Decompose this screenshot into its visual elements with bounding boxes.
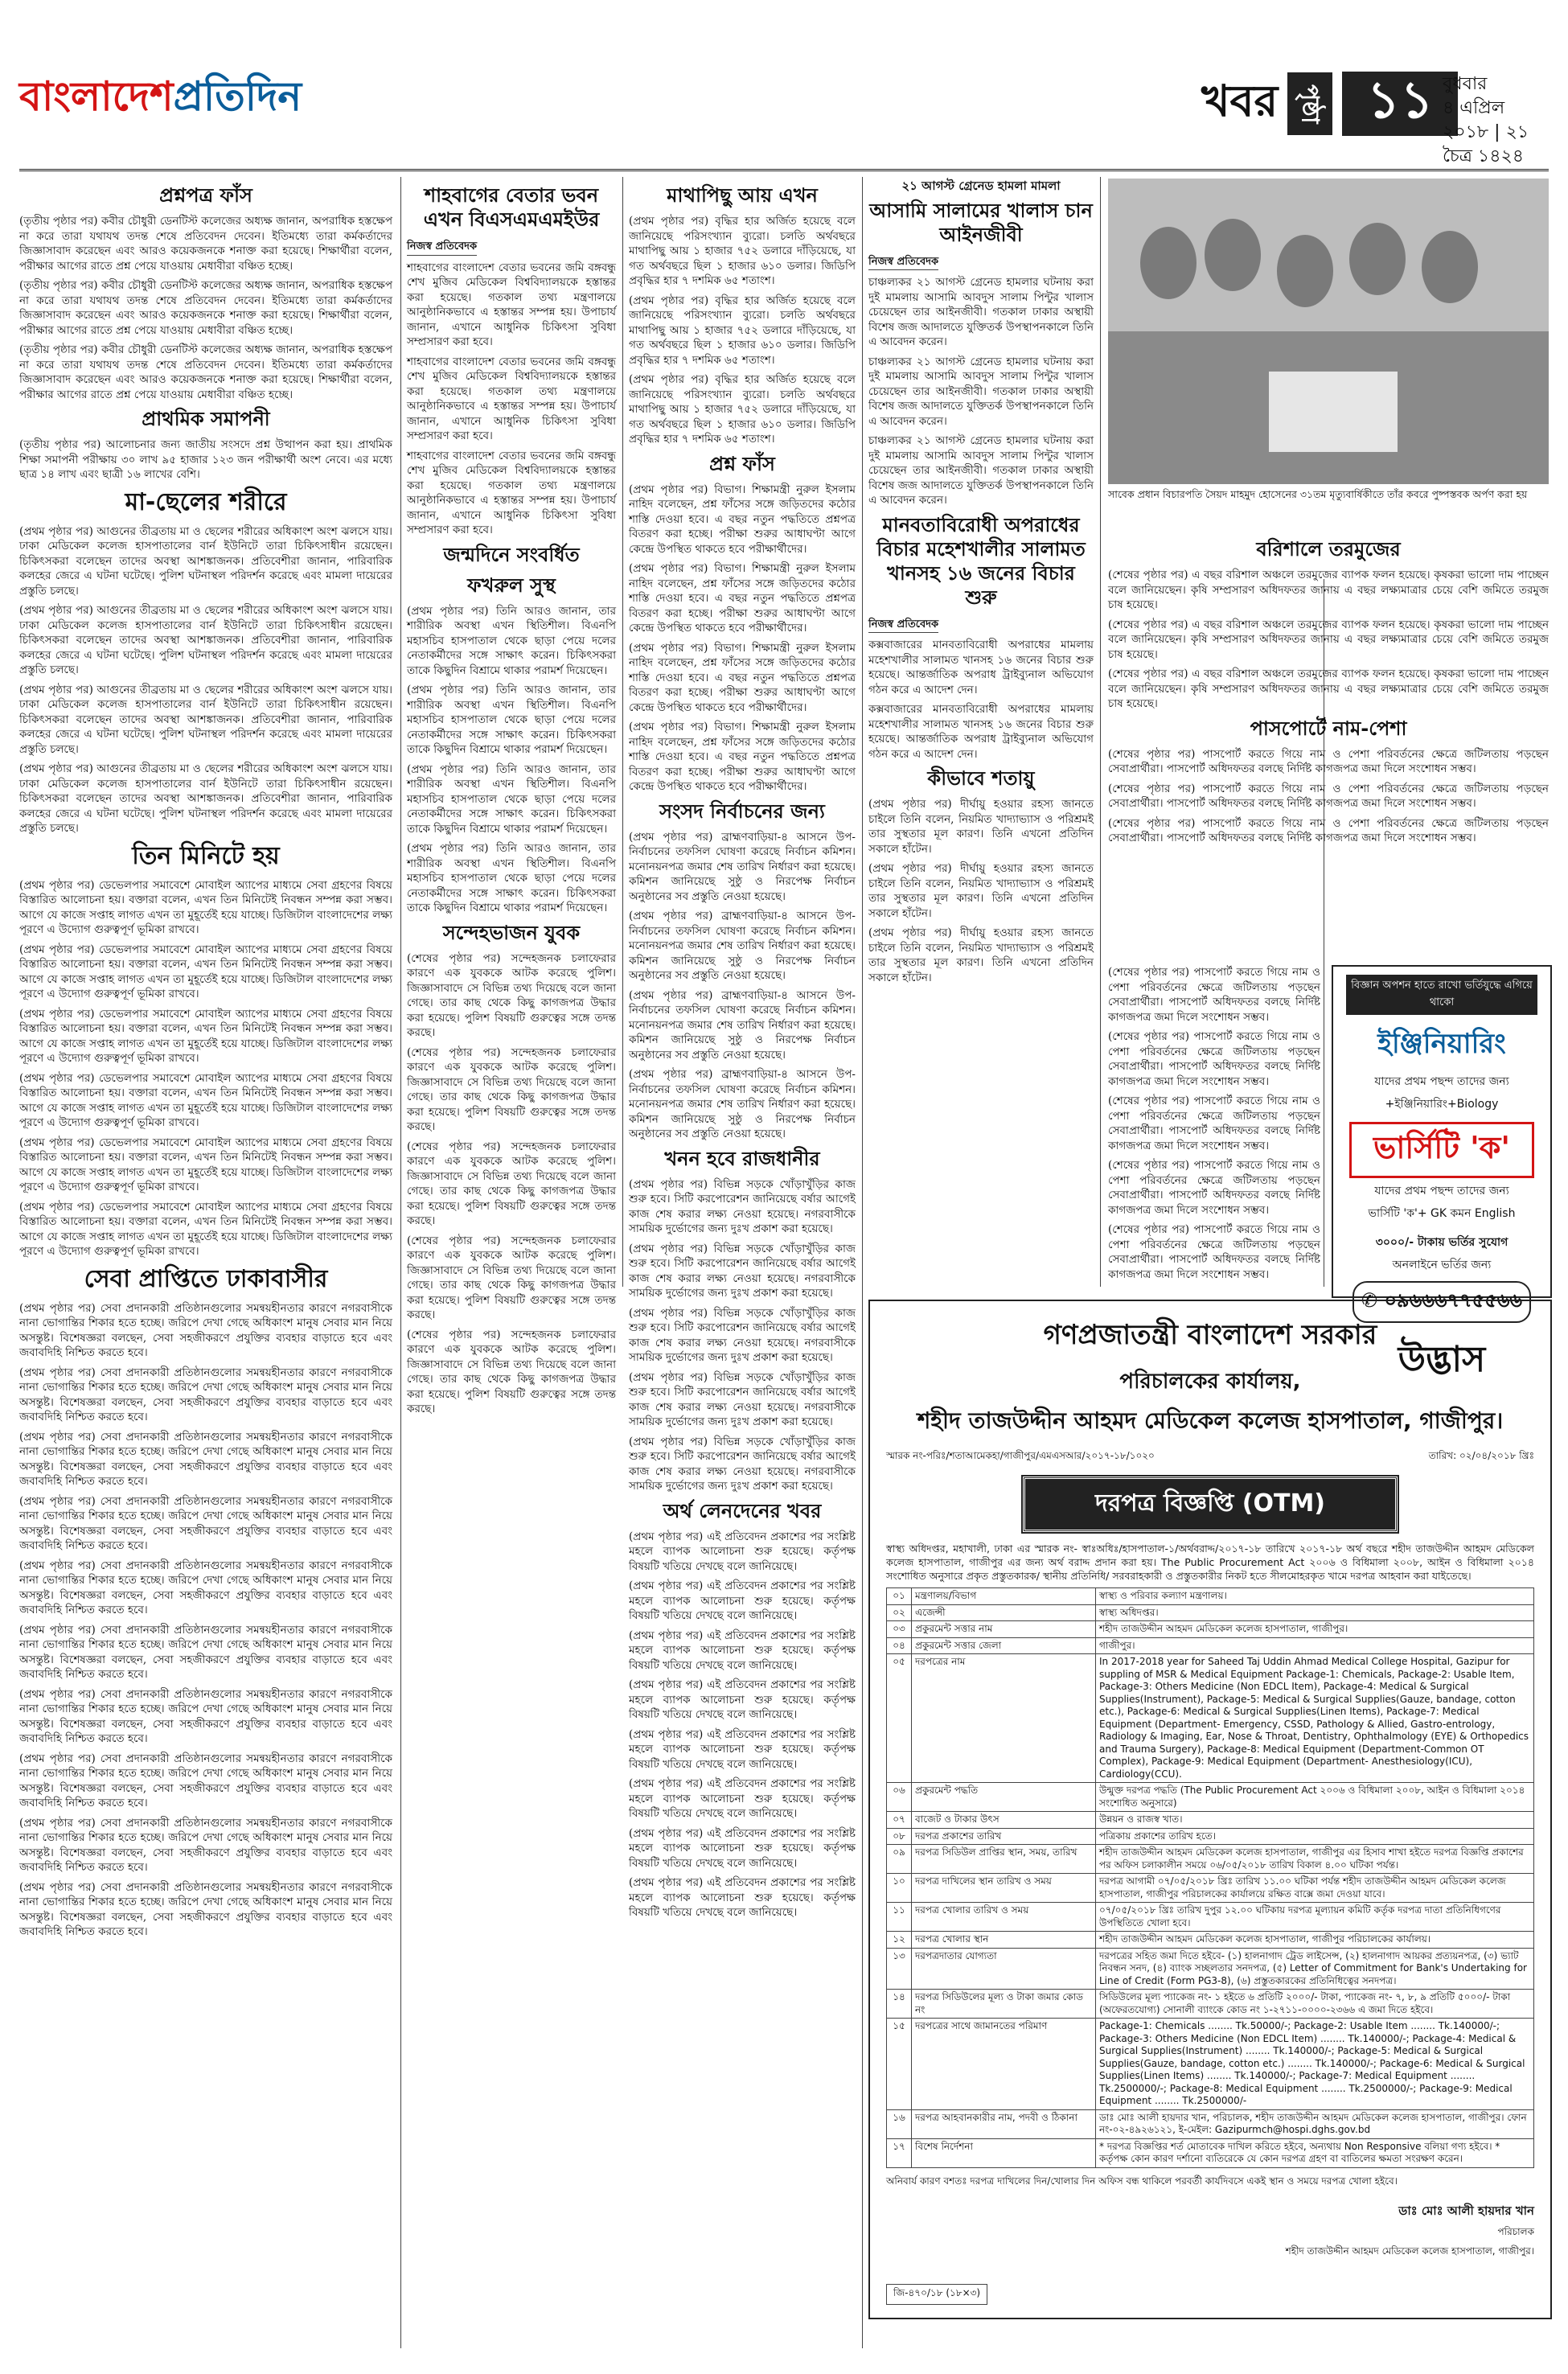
column-rule (622, 177, 623, 1287)
tender-banner: দরপত্র বিজ্ঞপ্তি (OTM) (1023, 1477, 1398, 1532)
signatory-org: শহীদ তাজউদ্দীন আহমদ মেডিকেল কলেজ হাসপাতাল, গাজীপুর। (1285, 2245, 1534, 2257)
memo-number: স্মারক নং-পরিঃ/শতাআমেকহা/গাজীপুর/এমএসআর/২০১৭-১৮/১০২০ (886, 1450, 1155, 1461)
row-label: প্রকুরমেন্ট পদ্ধতি (912, 1783, 1096, 1812)
headline: প্রশ্ন ফাঁস (709, 452, 775, 475)
row-number: ১৭ (887, 2138, 912, 2167)
table-row (887, 1637, 1534, 1654)
row-value: স্বাস্থ্য অধিদপ্তর। (1096, 1604, 1534, 1621)
article-body: (প্রথম পৃষ্ঠার পর) ডেভেলপার সমাবেশে মোবাইল অ্যাপের মাধ্যমে সেবা গ্রহণের বিষয়ে বিস্তারিত আলোচনা হয়। বক্তারা বলেন, এখন তিন মিনিটেই নিবন্ধন সম্পন্ন করা সম্ভব। আগে যে কাজে সপ্তাহ লাগত এখন তা মুহূর্তেই হয়ে যাচ্ছে। ডিজিটাল বাংলাদেশের লক্ষ্য পূরণে এ উদ্যোগ গুরুত্বপূর্ণ ভূমিকা রাখবে। (19, 1200, 392, 1258)
article-body: চাঞ্চল্যকর ২১ আগস্ট গ্রেনেড হামলার ঘটনায় করা দুই মামলায় আসামি আবদুস সালাম পিন্টুর খালাস চেয়েছেন তার আইনজীবী। গতকাল ঢাকার অস্থায়ী বিশেষ জজ আদালতে যুক্তিতর্ক উপস্থাপনকালে তিনি এ আবেদন করেন। (868, 434, 1094, 507)
issue-date: বুধবার ৪ এপ্রিল ২০১৮ | ২১ চৈত্র ১৪২৪ (1443, 72, 1549, 169)
row-label: বাজেট ও টাকার উৎস (912, 1812, 1096, 1829)
logo-part2: প্রতিদিন (173, 73, 302, 120)
article-body: (প্রথম পৃষ্ঠার পর) বৃদ্ধির হার অর্জিত হয়েছে বলে জানিয়েছে পরিসংখ্যান ব্যুরো। চলতি অর্থবছরে মাথাপিছু আয় ১ হাজার ৭৫২ ডলারে দাঁড়িয়েছে, যা গত অর্থবছরে ছিল ১ হাজার ৬১০ ডলার। জিডিপি প্রবৃদ্ধির হার ৭ দশমিক ৬৫ শতাংশ। (629, 215, 856, 287)
row-value: সিডিউলের মূল্য প্যাকেজ নং- ১ হইতে ৬ প্রতিটি ২০০০/- টাকা, প্যাকেজ নং- ৭, ৮, ৯ প্রতিটি ৫০০০/- টাকা (অফেরতযোগ্য) সোনালী ব্যাংকে কোড নং ১-২৭১১-০০০০-২৩৬৬ এ জমা দিতে হইবে। (1096, 1990, 1534, 2019)
article-body: (শেষের পৃষ্ঠার পর) পাসপোর্ট করতে গিয়ে নাম ও পেশা পরিবর্তনের ক্ষেত্রে জটিলতায় পড়ছেন সেবাপ্রার্থীরা। পাসপোর্ট অধিদফতর বলছে নির্দিষ্ট কাগজপত্র জমা দিলে সংশোধন সম্ভব। (1108, 1030, 1320, 1088)
article-body: (শেষের পৃষ্ঠার পর) পাসপোর্ট করতে গিয়ে নাম ও পেশা পরিবর্তনের ক্ষেত্রে জটিলতায় পড়ছেন সেবাপ্রার্থীরা। পাসপোর্ট অধিদফতর বলছে নির্দিষ্ট কাগজপত্র জমা দিলে সংশোধন সম্ভব। (1108, 1095, 1320, 1152)
tender-footnote: অনিবার্য কারণ বশতঃ দরপত্র দাখিলের দিন/খোলার দিন অফিস বন্ধ থাকিলে পরবর্তী কার্যদিবসে একই স্থান ও সময়ে দরপত্র খোলা হইবে। (886, 2175, 1398, 2187)
article-body: (প্রথম পৃষ্ঠার পর) তিনি আরও জানান, তার শারীরিক অবস্থা এখন স্থিতিশীল। বিএনপি মহাসচিব হাসপাতাল থেকে ছাড়া পেয়ে দলের নেতাকর্মীদের সঙ্গে সাক্ষাৎ করেন। চিকিৎসকরা তাকে কিছুদিন বিশ্রামে থাকার পরামর্শ দিয়েছেন। (407, 604, 616, 677)
article-body: (শেষের পৃষ্ঠার পর) পাসপোর্ট করতে গিয়ে নাম ও পেশা পরিবর্তনের ক্ষেত্রে জটিলতায় পড়ছেন সেবাপ্রার্থীরা। পাসপোর্ট অধিদফতর বলছে নির্দিষ্ট কাগজপত্র জমা দিলে সংশোধন সম্ভব। (1108, 747, 1549, 775)
article-body: (প্রথম পৃষ্ঠার পর) ডেভেলপার সমাবেশে মোবাইল অ্যাপের মাধ্যমে সেবা গ্রহণের বিষয়ে বিস্তারিত আলোচনা হয়। বক্তারা বলেন, এখন তিন মিনিটেই নিবন্ধন সম্পন্ন করা সম্ভব। আগে যে কাজে সপ্তাহ লাগত এখন তা মুহূর্তেই হয়ে যাচ্ছে। ডিজিটাল বাংলাদেশের লক্ষ্য পূরণে এ উদ্যোগ গুরুত্বপূর্ণ ভূমিকা রাখবে। (19, 1071, 392, 1129)
column-3 (629, 179, 856, 2342)
article-body: (তৃতীয় পৃষ্ঠার পর) কবীর চৌধুরী ডেনটিস্ট কলেজের অধ্যক্ষ জানান, অপরাধিক হস্তক্ষেপ না করে তারা যথাযথ তদন্ত শেষে প্রতিবেদন দেবেন। ইতিমধ্যে তারা কর্মকর্তাদের জিজ্ঞাসাবাদ করেছেন এবং আরও কয়েকজনকে শনাক্ত করা হয়েছে। শিক্ষার্থীরা বলেন, পরীক্ষার আগের রাতে প্রশ্ন পেয়ে যাওয়ায় মেধাবীরা বঞ্চিত হচ্ছে। (19, 215, 392, 273)
row-label: দরপত্রের সাথে জামানতের পরিমাণ (912, 2019, 1096, 2110)
table-row (887, 1903, 1534, 1932)
article-body: (শেষের পৃষ্ঠার পর) পাসপোর্ট করতে গিয়ে নাম ও পেশা পরিবর্তনের ক্ষেত্রে জটিলতায় পড়ছেন সেবাপ্রার্থীরা। পাসপোর্ট অধিদফতর বলছে নির্দিষ্ট কাগজপত্র জমা দিলে সংশোধন সম্ভব। (1108, 1223, 1320, 1281)
article-body: (প্রথম পৃষ্ঠার পর) বিভিন্ন সড়কে খোঁড়াখুঁড়ির কাজ শুরু হবে। সিটি করপোরেশন জানিয়েছে বর্ষার আগেই কাজ শেষ করার লক্ষ্য নেওয়া হয়েছে। নগরবাসীকে সাময়িক দুর্ভোগের জন্য দুঃখ প্রকাশ করা হয়েছে। (629, 1306, 856, 1364)
table-row (887, 1812, 1534, 1829)
ad-engineering-sub2: +ইঞ্জিনিয়ারিং+Biology (1385, 1098, 1499, 1111)
article-body: (প্রথম পৃষ্ঠার পর) ব্রাহ্মণবাড়িয়া-৪ আসনে উপ-নির্বাচনের তফসিল ঘোষণা করেছে নির্বাচন কমিশন। মনোনয়নপত্র জমার শেষ তারিখ নির্ধারণ করা হয়েছে। কমিশন জানিয়েছে সুষ্ঠু ও নিরপেক্ষ নির্বাচন অনুষ্ঠানের সব প্রস্তুতি নেওয়া হয়েছে। (629, 830, 856, 903)
advertisement (1332, 965, 1552, 1380)
article-body: (শেষের পৃষ্ঠার পর) সন্দেহজনক চলাফেরার কারণে এক যুবককে আটক করেছে পুলিশ। জিজ্ঞাসাবাদে সে বিভিন্ন তথ্য দিয়েছে বলে জানা গেছে। তার কাছ থেকে কিছু কাগজপত্র উদ্ধার করা হয়েছে। পুলিশ বিষয়টি গুরুত্বের সঙ্গে তদন্ত করছে। (407, 1140, 616, 1227)
article-body: (প্রথম পৃষ্ঠার পর) সেবা প্রদানকারী প্রতিষ্ঠানগুলোর সমন্বয়হীনতার কারণে নগরবাসীকে নানা ভোগান্তির শিকার হতে হচ্ছে। জরিপে দেখা গেছে অধিকাংশ মানুষ সেবার মান নিয়ে অসন্তুষ্ট। বিশেষজ্ঞরা বলছেন, সেবা সহজীকরণে প্রযুক্তির ব্যবহার বাড়াতে হবে এবং জবাবদিহি নিশ্চিত করতে হবে। (19, 1301, 392, 1359)
row-number: ১০ (887, 1874, 912, 1903)
headline: প্রশ্নপত্র ফাঁস (159, 184, 252, 207)
article-body: (প্রথম পৃষ্ঠার পর) বিভাগ। শিক্ষামন্ত্রী নুরুল ইসলাম নাহিদ বলেছেন, প্রশ্ন ফাঁসের সঙ্গে জড়িতদের কঠোর শাস্তি দেওয়া হবে। এ বছর নতুন পদ্ধতিতে প্রশ্নপত্র বিতরণ করা হচ্ছে। পরীক্ষা শুরুর আধাঘণ্টা আগে কেন্দ্রে উপস্থিত থাকতে হবে পরীক্ষার্থীদের। (629, 562, 856, 635)
article-body: (প্রথম পৃষ্ঠার পর) সেবা প্রদানকারী প্রতিষ্ঠানগুলোর সমন্বয়হীনতার কারণে নগরবাসীকে নানা ভোগান্তির শিকার হতে হচ্ছে। জরিপে দেখা গেছে অধিকাংশ মানুষ সেবার মান নিয়ে অসন্তুষ্ট। বিশেষজ্ঞরা বলছেন, সেবা সহজীকরণে প্রযুক্তির ব্যবহার বাড়াতে হবে এবং জবাবদিহি নিশ্চিত করতে হবে। (19, 1752, 392, 1809)
article-body: (প্রথম পৃষ্ঠার পর) ডেভেলপার সমাবেশে মোবাইল অ্যাপের মাধ্যমে সেবা গ্রহণের বিষয়ে বিস্তারিত আলোচনা হয়। বক্তারা বলেন, এখন তিন মিনিটেই নিবন্ধন সম্পন্ন করা সম্ভব। আগে যে কাজে সপ্তাহ লাগত এখন তা মুহূর্তেই হয়ে যাচ্ছে। ডিজিটাল বাংলাদেশের লক্ষ্য পূরণে এ উদ্যোগ গুরুত্বপূর্ণ ভূমিকা রাখবে। (19, 1007, 392, 1065)
row-number: ০৩ (887, 1621, 912, 1638)
row-number: ০৯ (887, 1845, 912, 1874)
logo-part1: বাংলাদেশ (19, 73, 174, 120)
headline: খনন হবে রাজধানীর (664, 1147, 820, 1170)
article-body: (শেষের পৃষ্ঠার পর) পাসপোর্ট করতে গিয়ে নাম ও পেশা পরিবর্তনের ক্ষেত্রে জটিলতায় পড়ছেন সেবাপ্রার্থীরা। পাসপোর্ট অধিদফতর বলছে নির্দিষ্ট কাগজপত্র জমা দিলে সংশোধন সম্ভব। (1108, 816, 1549, 844)
row-value: শহীদ তাজউদ্দীন আহমদ মেডিকেল কলেজ হাসপাতাল, গাজীপুর এর হিসাব শাখা হইতে দরপত্র বিজ্ঞপ্তি প্রকাশের পর অফিস চলাকালীন সময়ে ০৬/০৫/২০১৮ তারিখ বিকাল ৪.০০ ঘটিকা পর্যন্ত। (1096, 1845, 1534, 1874)
headline: মানবতাবিরোধী অপরাধের বিচার মহেশখালীর সালামত খানসহ ১৬ জনের বিচার শুরু (876, 513, 1086, 609)
row-number: ০৬ (887, 1783, 912, 1812)
row-value: উন্মুক্ত দরপত্র পদ্ধতি (The Public Procurement Act ২০০৬ ও বিধিমালা ২০০৮, আইন ও বিধিমালা ২০১৪ সংশোধিত অনুসারে) (1096, 1783, 1534, 1812)
article-body: (প্রথম পৃষ্ঠার পর) বিভাগ। শিক্ষামন্ত্রী নুরুল ইসলাম নাহিদ বলেছেন, প্রশ্ন ফাঁসের সঙ্গে জড়িতদের কঠোর শাস্তি দেওয়া হবে। এ বছর নতুন পদ্ধতিতে প্রশ্নপত্র বিতরণ করা হচ্ছে। পরীক্ষা শুরুর আধাঘণ্টা আগে কেন্দ্রে উপস্থিত থাকতে হবে পরীক্ষার্থীদের। (629, 641, 856, 714)
row-number: ১৩ (887, 1948, 912, 1990)
article-body: (প্রথম পৃষ্ঠার পর) বিভাগ। শিক্ষামন্ত্রী নুরুল ইসলাম নাহিদ বলেছেন, প্রশ্ন ফাঁসের সঙ্গে জড়িতদের কঠোর শাস্তি দেওয়া হবে। এ বছর নতুন পদ্ধতিতে প্রশ্নপত্র বিতরণ করা হচ্ছে। পরীক্ষা শুরুর আধাঘণ্টা আগে কেন্দ্রে উপস্থিত থাকতে হবে পরীক্ষার্থীদের। (629, 483, 856, 556)
article-body: (প্রথম পৃষ্ঠার পর) সেবা প্রদানকারী প্রতিষ্ঠানগুলোর সমন্বয়হীনতার কারণে নগরবাসীকে নানা ভোগান্তির শিকার হতে হচ্ছে। জরিপে দেখা গেছে অধিকাংশ মানুষ সেবার মান নিয়ে অসন্তুষ্ট। বিশেষজ্ঞরা বলছেন, সেবা সহজীকরণে প্রযুক্তির ব্যবহার বাড়াতে হবে এবং জবাবদিহি নিশ্চিত করতে হবে। (19, 1816, 392, 1874)
row-label: প্রকুরমেন্ট সত্তার জেলা (912, 1637, 1096, 1654)
article-body: (প্রথম পৃষ্ঠার পর) এই প্রতিবেদন প্রকাশের পর সংশ্লিষ্ট মহলে ব্যাপক আলোচনা শুরু হয়েছে। কর্তৃপক্ষ বিষয়টি খতিয়ে দেখছে বলে জানিয়েছে। (629, 1678, 856, 1721)
row-label: প্রকুরমেন্ট সত্তার নাম (912, 1621, 1096, 1638)
row-value: In 2017-2018 year for Saheed Taj Uddin Ahmad Medical College Hospital, Gazipur for suppling of MSR & Medical Equipment Package-1: Chemicals, Package-2: Usable Item, Package-3: Others Medicine (Non EDCL Item), Package-4: Medical & Surgical Supplies(Instrument), Package-5: Medical & Surgical Supplies(Gauze, bandage, cotton etc.), Package-6: Medical & Surgical Supplies(Linen Items), Package-7: Medical Equipment (Department- Emergency, CSSD, Pathology & Allied, Gastro-entrology, Radiology & Imaging, Ear, Nose & Throat, Dentistry, Ophthalmology (EYE) & Orthopedics and Trauma Surgery), Package-8: Medical Equipment (Department-Common OT Complex), Package-9: Medical Equipment (Department- Anesthesiology(ICU), Cardiology(CCU). (1096, 1654, 1534, 1783)
article-body: (প্রথম পৃষ্ঠার পর) আগুনের তীব্রতায় মা ও ছেলের শরীরের অধিকাংশ অংশ ঝলসে যায়। ঢাকা মেডিকেল কলেজ হাসপাতালের বার্ন ইউনিটে তারা চিকিৎসাধীন রয়েছেন। চিকিৎসকরা বলেছেন তাদের অবস্থা আশঙ্কাজনক। প্রতিবেশীরা জানান, পারিবারিক কলহের জেরে এ ঘটনা ঘটেছে। পুলিশ ঘটনাস্থল পরিদর্শন করেছে এবং মামলা দায়েরের প্রস্তুতি চলছে। (19, 524, 392, 598)
row-number: ০৮ (887, 1828, 912, 1845)
headline: মাথাপিছু আয় এখন (667, 184, 818, 207)
column-rule (400, 177, 401, 2348)
column-5 (1108, 532, 1549, 959)
signatory-title: পরিচালক (1497, 2225, 1534, 2237)
article-body: (প্রথম পৃষ্ঠার পর) সেবা প্রদানকারী প্রতিষ্ঠানগুলোর সমন্বয়হীনতার কারণে নগরবাসীকে নানা ভোগান্তির শিকার হতে হচ্ছে। জরিপে দেখা গেছে অধিকাংশ মানুষ সেবার মান নিয়ে অসন্তুষ্ট। বিশেষজ্ঞরা বলছেন, সেবা সহজীকরণে প্রযুক্তির ব্যবহার বাড়াতে হবে এবং জবাবদিহি নিশ্চিত করতে হবে। (19, 1559, 392, 1616)
headline: সংসদ নির্বাচনের জন্য (659, 799, 825, 823)
row-value: শহীদ তাজউদ্দীন আহমদ মেডিকেল কলেজ হাসপাতাল, গাজীপুর। (1096, 1621, 1534, 1638)
phone-icon: ✆ (1361, 1289, 1385, 1312)
article-body: (শেষের পৃষ্ঠার পর) পাসপোর্ট করতে গিয়ে নাম ও পেশা পরিবর্তনের ক্ষেত্রে জটিলতায় পড়ছেন সেবাপ্রার্থীরা। পাসপোর্ট অধিদফতর বলছে নির্দিষ্ট কাগজপত্র জমা দিলে সংশোধন সম্ভব। (1108, 966, 1320, 1024)
article-body: (প্রথম পৃষ্ঠার পর) বিভিন্ন সড়কে খোঁড়াখুঁড়ির কাজ শুরু হবে। সিটি করপোরেশন জানিয়েছে বর্ষার আগেই কাজ শেষ করার লক্ষ্য নেওয়া হয়েছে। নগরবাসীকে সাময়িক দুর্ভোগের জন্য দুঃখ প্রকাশ করা হয়েছে। (629, 1177, 856, 1235)
article-body: চাঞ্চল্যকর ২১ আগস্ট গ্রেনেড হামলার ঘটনায় করা দুই মামলায় আসামি আবদুস সালাম পিন্টুর খালাস চেয়েছেন তার আইনজীবী। গতকাল ঢাকার অস্থায়ী বিশেষ জজ আদালতে যুক্তিতর্ক উপস্থাপনকালে তিনি এ আবেদন করেন। (868, 276, 1094, 348)
article-body: (প্রথম পৃষ্ঠার পর) সেবা প্রদানকারী প্রতিষ্ঠানগুলোর সমন্বয়হীনতার কারণে নগরবাসীকে নানা ভোগান্তির শিকার হতে হচ্ছে। জরিপে দেখা গেছে অধিকাংশ মানুষ সেবার মান নিয়ে অসন্তুষ্ট। বিশেষজ্ঞরা বলছেন, সেবা সহজীকরণে প্রযুক্তির ব্যবহার বাড়াতে হবে এবং জবাবদিহি নিশ্চিত করতে হবে। (19, 1880, 392, 1938)
article-body: কক্সবাজারের মানবতাবিরোধী অপরাধের মামলায় মহেশখালীর সালামত খানসহ ১৬ জনের বিচার শুরু হয়েছে। আন্তর্জাতিক অপরাধ ট্রাইব্যুনাল অভিযোগ গঠন করে এ আদেশ দেন। (868, 703, 1094, 761)
table-row (887, 2109, 1534, 2138)
article-body: (প্রথম পৃষ্ঠার পর) বিভাগ। শিক্ষামন্ত্রী নুরুল ইসলাম নাহিদ বলেছেন, প্রশ্ন ফাঁসের সঙ্গে জড়িতদের কঠোর শাস্তি দেওয়া হবে। এ বছর নতুন পদ্ধতিতে প্রশ্নপত্র বিতরণ করা হচ্ছে। পরীক্ষা শুরুর আধাঘণ্টা আগে কেন্দ্রে উপস্থিত থাকতে হবে পরীক্ষার্থীদের। (629, 721, 856, 793)
ad-engineering-sub: যাদের প্রথম পছন্দ তাদের জন্য (1374, 1075, 1509, 1088)
article-body: (তৃতীয় পৃষ্ঠার পর) কবীর চৌধুরী ডেনটিস্ট কলেজের অধ্যক্ষ জানান, অপরাধিক হস্তক্ষেপ না করে তারা যথাযথ তদন্ত শেষে প্রতিবেদন দেবেন। ইতিমধ্যে তারা কর্মকর্তাদের জিজ্ঞাসাবাদ করেছেন এবং আরও কয়েকজনকে শনাক্ত করা হয়েছে। শিক্ষার্থীরা বলেন, পরীক্ষার আগের রাতে প্রশ্ন পেয়ে যাওয়ায় মেধাবীরা বঞ্চিত হচ্ছে। (19, 279, 392, 337)
table-row (887, 2019, 1534, 2110)
byline: নিজস্ব প্রতিবেদক (868, 618, 938, 634)
row-label: দরপত্র সিডিউলের মূল্য ও টাকা জমার কোড নং (912, 1990, 1096, 2019)
article-body: (প্রথম পৃষ্ঠার পর) তিনি আরও জানান, তার শারীরিক অবস্থা এখন স্থিতিশীল। বিএনপি মহাসচিব হাসপাতাল থেকে ছাড়া পেয়ে দলের নেতাকর্মীদের সঙ্গে সাক্ষাৎ করেন। চিকিৎসকরা তাকে কিছুদিন বিশ্রামে থাকার পরামর্শ দিয়েছেন। (407, 684, 616, 756)
article-body: (প্রথম পৃষ্ঠার পর) আগুনের তীব্রতায় মা ও ছেলের শরীরের অধিকাংশ অংশ ঝলসে যায়। ঢাকা মেডিকেল কলেজ হাসপাতালের বার্ন ইউনিটে তারা চিকিৎসাধীন রয়েছেন। চিকিৎসকরা বলেছেন তাদের অবস্থা আশঙ্কাজনক। প্রতিবেশীরা জানান, পারিবারিক কলহের জেরে এ ঘটনা ঘটেছে। পুলিশ ঘটনাস্থল পরিদর্শন করেছে এবং মামলা দায়েরের প্রস্তুতি চলছে। (19, 604, 392, 676)
article-body: (শেষের পৃষ্ঠার পর) পাসপোর্ট করতে গিয়ে নাম ও পেশা পরিবর্তনের ক্ষেত্রে জটিলতায় পড়ছেন সেবাপ্রার্থীরা। পাসপোর্ট অধিদফতর বলছে নির্দিষ্ট কাগজপত্র জমা দিলে সংশোধন সম্ভব। (1108, 1159, 1320, 1217)
day-name: বুধবার (1443, 74, 1488, 94)
article-body: (প্রথম পৃষ্ঠার পর) তিনি আরও জানান, তার শারীরিক অবস্থা এখন স্থিতিশীল। বিএনপি মহাসচিব হাসপাতাল থেকে ছাড়া পেয়ে দলের নেতাকর্মীদের সঙ্গে সাক্ষাৎ করেন। চিকিৎসকরা তাকে কিছুদিন বিশ্রামে থাকার পরামর্শ দিয়েছেন। (407, 842, 616, 914)
row-value: Package-1: Chemicals ........ Tk.50000/-; Package-2: Usable Item ........ Tk.140000/-; Package-3: Others Medicine (Non EDCL Item) ........ Tk.140000/-; Package-4: Medical & Surgical Supplies(Instrument) ........ Tk.140000/-; Package-5: Medical & Surgical Supplies(Gauze, bandage, cotton etc.) ........ Tk.140000/-; Package-6: Medical & Surgical Supplies(Linen Items) ........ Tk.140000/-; Package-7: Medical Equipment ........ Tk.2500000/-; Package-8: Medical Equipment ........ Tk.2500000/-; Package-9: Medical Equipment ........ Tk.2500000/- (1096, 2019, 1534, 2110)
tender-memo (886, 1449, 1534, 1465)
article-body: শাহবাগের বাংলাদেশ বেতার ভবনের জমি বঙ্গবন্ধু শেখ মুজিব মেডিকেল বিশ্ববিদ্যালয়কে হস্তান্তর করা হয়েছে। গতকাল তথ্য মন্ত্রণালয়ে আনুষ্ঠানিকভাবে এ হস্তান্তর সম্পন্ন হয়। উপাচার্য জানান, এখানে আধুনিক চিকিৎসা সুবিধা সম্প্রসারণ করা হবে। (407, 355, 616, 442)
memo-date: তারিখ: ০২/০৪/২০১৮ খ্রিঃ (1428, 1450, 1534, 1461)
table-row (887, 1932, 1534, 1949)
ad-varsity-sub: যাদের প্রথম পছন্দ তাদের জন্য (1374, 1185, 1509, 1197)
ad-fee: ৩০০০/- টাকায় ভর্তির সুযোগ (1375, 1236, 1508, 1249)
page-word: পৃষ্ঠা (1287, 72, 1332, 135)
section-title: খবর (1201, 76, 1279, 126)
headline: জন্মদিনে সংবর্ধিত (443, 543, 580, 566)
article-body: (প্রথম পৃষ্ঠার পর) এই প্রতিবেদন প্রকাশের পর সংশ্লিষ্ট মহলে ব্যাপক আলোচনা শুরু হয়েছে। কর্তৃপক্ষ বিষয়টি খতিয়ে দেখছে বলে জানিয়েছে। (629, 1727, 856, 1771)
row-value: পত্রিকায় প্রকাশের তারিখ হতে। (1096, 1828, 1534, 1845)
row-label: দরপত্র সিডিউল প্রাপ্তির স্থান, সময়, তারিখ (912, 1845, 1096, 1874)
article-body: (শেষের পৃষ্ঠার পর) সন্দেহজনক চলাফেরার কারণে এক যুবককে আটক করেছে পুলিশ। জিজ্ঞাসাবাদে সে বিভিন্ন তথ্য দিয়েছে বলে জানা গেছে। তার কাছ থেকে কিছু কাগজপত্র উদ্ধার করা হয়েছে। পুলিশ বিষয়টি গুরুত্বের সঙ্গে তদন্ত করছে। (407, 1328, 616, 1415)
article-body: (প্রথম পৃষ্ঠার পর) দীর্ঘায়ু হওয়ার রহস্য জানতে চাইলে তিনি বলেন, নিয়মিত খাদ্যাভ্যাস ও পরিশ্রমই তার সুস্থতার মূল কারণ। তিনি এখনো প্রতিদিন সকালে হাঁটেন। (868, 862, 1094, 920)
row-number: ০৫ (887, 1654, 912, 1783)
table-row (887, 1990, 1534, 2019)
article-body: (প্রথম পৃষ্ঠার পর) সেবা প্রদানকারী প্রতিষ্ঠানগুলোর সমন্বয়হীনতার কারণে নগরবাসীকে নানা ভোগান্তির শিকার হতে হচ্ছে। জরিপে দেখা গেছে অধিকাংশ মানুষ সেবার মান নিয়ে অসন্তুষ্ট। বিশেষজ্ঞরা বলছেন, সেবা সহজীকরণে প্রযুক্তির ব্যবহার বাড়াতে হবে এবং জবাবদিহি নিশ্চিত করতে হবে। (19, 1687, 392, 1745)
article-body: (প্রথম পৃষ্ঠার পর) ডেভেলপার সমাবেশে মোবাইল অ্যাপের মাধ্যমে সেবা গ্রহণের বিষয়ে বিস্তারিত আলোচনা হয়। বক্তারা বলেন, এখন তিন মিনিটেই নিবন্ধন সম্পন্ন করা সম্ভব। আগে যে কাজে সপ্তাহ লাগত এখন তা মুহূর্তেই হয়ে যাচ্ছে। ডিজিটাল বাংলাদেশের লক্ষ্য পূরণে এ উদ্যোগ গুরুত্বপূর্ণ ভূমিকা রাখবে। (19, 878, 392, 936)
row-number: ১৪ (887, 1990, 912, 2019)
article-body: শাহবাগের বাংলাদেশ বেতার ভবনের জমি বঙ্গবন্ধু শেখ মুজিব মেডিকেল বিশ্ববিদ্যালয়কে হস্তান্তর করা হয়েছে। গতকাল তথ্য মন্ত্রণালয়ে আনুষ্ঠানিকভাবে এ হস্তান্তর সম্পন্ন হয়। উপাচার্য জানান, এখানে আধুনিক চিকিৎসা সুবিধা সম্প্রসারণ করা হবে। (407, 449, 616, 536)
article-body: (প্রথম পৃষ্ঠার পর) আগুনের তীব্রতায় মা ও ছেলের শরীরের অধিকাংশ অংশ ঝলসে যায়। ঢাকা মেডিকেল কলেজ হাসপাতালের বার্ন ইউনিটে তারা চিকিৎসাধীন রয়েছেন। চিকিৎসকরা বলেছেন তাদের অবস্থা আশঙ্কাজনক। প্রতিবেশীরা জানান, পারিবারিক কলহের জেরে এ ঘটনা ঘটেছে। পুলিশ ঘটনাস্থল পরিদর্শন করেছে এবং মামলা দায়েরের প্রস্তুতি চলছে। (19, 683, 392, 756)
row-value: দরপত্র আগামী ০৭/০৫/২০১৮ খ্রিঃ তারিখ ১১.০০ ঘটিকা পর্যন্ত শহীদ তাজউদ্দীন আহমদ মেডিকেল কলেজ হাসপাতাল, গাজীপুর পরিচালকের কার্যালয়ে রক্ষিত বাক্সে জমা দেওয়া যাবে। (1096, 1874, 1534, 1903)
table-row (887, 1948, 1534, 1990)
ad-engineering: ইঞ্জিনিয়ারিং (1377, 1028, 1506, 1060)
table-row (887, 1654, 1534, 1783)
ad-varsity-sub2: ভার্সিটি 'ক'+ GK কমন English (1368, 1207, 1516, 1220)
headline: বরিশালে তরমুজের (1256, 538, 1401, 561)
page-number: ১১ (1342, 72, 1458, 136)
row-label: দরপত্রদাতার যোগ্যতা (912, 1948, 1096, 1990)
row-label: বিশেষ নির্দেশনা (912, 2138, 1096, 2167)
article-body: (প্রথম পৃষ্ঠার পর) বিভিন্ন সড়কে খোঁড়াখুঁড়ির কাজ শুরু হবে। সিটি করপোরেশন জানিয়েছে বর্ষার আগেই কাজ শেষ করার লক্ষ্য নেওয়া হয়েছে। নগরবাসীকে সাময়িক দুর্ভোগের জন্য দুঃখ প্রকাশ করা হয়েছে। (629, 1370, 856, 1428)
tender-table (886, 1587, 1534, 2168)
ad-tagline: বিজ্ঞান অপশন হাতে রাখো ভর্তিযুদ্ধে এগিয়ে থাকো (1346, 975, 1537, 1015)
headline: শাহবাগের বেতার ভবন এখন বিএসএমএমইউর (423, 184, 600, 231)
article-body: (শেষের পৃষ্ঠার পর) সন্দেহজনক চলাফেরার কারণে এক যুবককে আটক করেছে পুলিশ। জিজ্ঞাসাবাদে সে বিভিন্ন তথ্য দিয়েছে বলে জানা গেছে। তার কাছ থেকে কিছু কাগজপত্র উদ্ধার করা হয়েছে। পুলিশ বিষয়টি গুরুত্বের সঙ্গে তদন্ত করছে। (407, 1234, 616, 1321)
article-body: (প্রথম পৃষ্ঠার পর) এই প্রতিবেদন প্রকাশের পর সংশ্লিষ্ট মহলে ব্যাপক আলোচনা শুরু হয়েছে। কর্তৃপক্ষ বিষয়টি খতিয়ে দেখছে বলে জানিয়েছে। (629, 1530, 856, 1573)
row-value: * দরপত্র বিজ্ঞপ্তির শর্ত মোতাবেক দাখিল করিতে হইবে, অন্যথায় Non Responsive বলিয়া গণ্য হইবে। * কর্তৃপক্ষ কোন কারণ দর্শানো ব্যতিরেকে যে কোন দরপত্র গ্রহণ বা বাতিলের ক্ষমতা সংরক্ষণ করেন। (1096, 2138, 1534, 2167)
article-body: (শেষের পৃষ্ঠার পর) সন্দেহজনক চলাফেরার কারণে এক যুবককে আটক করেছে পুলিশ। জিজ্ঞাসাবাদে সে বিভিন্ন তথ্য দিয়েছে বলে জানা গেছে। তার কাছ থেকে কিছু কাগজপত্র উদ্ধার করা হয়েছে। পুলিশ বিষয়টি গুরুত্বের সঙ্গে তদন্ত করছে। (407, 951, 616, 1039)
article-body: (প্রথম পৃষ্ঠার পর) ব্রাহ্মণবাড়িয়া-৪ আসনে উপ-নির্বাচনের তফসিল ঘোষণা করেছে নির্বাচন কমিশন। মনোনয়নপত্র জমার শেষ তারিখ নির্ধারণ করা হয়েছে। কমিশন জানিয়েছে সুষ্ঠু ও নিরপেক্ষ নির্বাচন অনুষ্ঠানের সব প্রস্তুতি নেওয়া হয়েছে। (629, 910, 856, 982)
tender-hospital: শহীদ তাজউদ্দীন আহমদ মেডিকেল কলেজ হাসপাতাল, গাজীপুর। (917, 1407, 1504, 1434)
column-1 (19, 179, 392, 2342)
row-value: ০৭/০৫/২০১৮ খ্রিঃ তারিখ দুপুর ১২.০০ ঘটিকায় দরপত্র মূল্যায়ন কমিটি কর্তৃক দরপত্র দাতা প্রতিনিধিগণের উপস্থিতিতে খোলা হবে। (1096, 1903, 1534, 1932)
row-label: এজেন্সী (912, 1604, 1096, 1621)
tender-notice (868, 1300, 1552, 2319)
masthead (19, 56, 1549, 171)
headline: তিন মিনিটে হয় (132, 841, 280, 870)
article-body: (প্রথম পৃষ্ঠার পর) দীর্ঘায়ু হওয়ার রহস্য জানতে চাইলে তিনি বলেন, নিয়মিত খাদ্যাভ্যাস ও পরিশ্রমই তার সুস্থতার মূল কারণ। তিনি এখনো প্রতিদিন সকালে হাঁটেন। (868, 798, 1094, 856)
article-body: (প্রথম পৃষ্ঠার পর) এই প্রতিবেদন প্রকাশের পর সংশ্লিষ্ট মহলে ব্যাপক আলোচনা শুরু হয়েছে। কর্তৃপক্ষ বিষয়টি খতিয়ে দেখছে বলে জানিয়েছে। (629, 1826, 856, 1870)
newspaper-logo (19, 72, 302, 121)
article-body: (প্রথম পৃষ্ঠার পর) সেবা প্রদানকারী প্রতিষ্ঠানগুলোর সমন্বয়হীনতার কারণে নগরবাসীকে নানা ভোগান্তির শিকার হতে হচ্ছে। জরিপে দেখা গেছে অধিকাংশ মানুষ সেবার মান নিয়ে অসন্তুষ্ট। বিশেষজ্ঞরা বলছেন, সেবা সহজীকরণে প্রযুক্তির ব্যবহার বাড়াতে হবে এবং জবাবদিহি নিশ্চিত করতে হবে। (19, 1623, 392, 1681)
row-label: দরপত্র খোলার তারিখ ও সময় (912, 1903, 1096, 1932)
column-rule (862, 177, 863, 2348)
article-body: চাঞ্চল্যকর ২১ আগস্ট গ্রেনেড হামলার ঘটনায় করা দুই মামলায় আসামি আবদুস সালাম পিন্টুর খালাস চেয়েছেন তার আইনজীবী। গতকাল ঢাকার অস্থায়ী বিশেষ জজ আদালতে যুক্তিতর্ক উপস্থাপনকালে তিনি এ আবেদন করেন। (868, 355, 1094, 428)
row-number: ০৪ (887, 1637, 912, 1654)
signatory-name: ডাঃ মোঃ আলী হায়দার খান (1398, 2203, 1534, 2218)
headline: আসামি সালামের খালাস চান আইনজীবী (869, 199, 1093, 246)
headline: পাসপোর্টে নাম-পেশা (1250, 717, 1407, 740)
ad-brand: উদ্ভাস (1398, 1339, 1486, 1380)
row-label: দরপত্র খোলার স্থান (912, 1932, 1096, 1949)
article-body: (প্রথম পৃষ্ঠার পর) সেবা প্রদানকারী প্রতিষ্ঠানগুলোর সমন্বয়হীনতার কারণে নগরবাসীকে নানা ভোগান্তির শিকার হতে হচ্ছে। জরিপে দেখা গেছে অধিকাংশ মানুষ সেবার মান নিয়ে অসন্তুষ্ট। বিশেষজ্ঞরা বলছেন, সেবা সহজীকরণে প্রযুক্তির ব্যবহার বাড়াতে হবে এবং জবাবদিহি নিশ্চিত করতে হবে। (19, 1366, 392, 1423)
byline: নিজস্ব প্রতিবেদক (407, 240, 477, 256)
article-body: (শেষের পৃষ্ঠার পর) এ বছর বরিশাল অঞ্চলে তরমুজের ব্যাপক ফলন হয়েছে। কৃষকরা ভালো দাম পাচ্ছেন বলে জানিয়েছেন। কৃষি সম্প্রসারণ অধিদফতর জানায় এ বছর লক্ষ্যমাত্রার চেয়ে বেশি জমিতে তরমুজ চাষ হয়েছে। (1108, 569, 1549, 611)
article-body: (প্রথম পৃষ্ঠার পর) সেবা প্রদানকারী প্রতিষ্ঠানগুলোর সমন্বয়হীনতার কারণে নগরবাসীকে নানা ভোগান্তির শিকার হতে হচ্ছে। জরিপে দেখা গেছে অধিকাংশ মানুষ সেবার মান নিয়ে অসন্তুষ্ট। বিশেষজ্ঞরা বলছেন, সেবা সহজীকরণে প্রযুক্তির ব্যবহার বাড়াতে হবে এবং জবাবদিহি নিশ্চিত করতে হবে। (19, 1494, 392, 1552)
row-value: দরপত্রের সহিত জমা দিতে হইবে- (১) হালনাগাদ ট্রেড লাইসেন্স, (২) হালনাগাদ আয়কর প্রত্যয়নপত্র, (৩) ভ্যাট নিবন্ধন সনদ, (৪) ব্যাংক সচ্ছলতার সনদপত্র, (৫) Letter of Commitment for Bank's Undertaking for Line of Credit (Form PG3-8), (৬) প্রস্তুতকারকের প্রতিনিধিত্বের সনদপত্র। (1096, 1948, 1534, 1990)
row-label: মন্ত্রণালয়/বিভাগ (912, 1588, 1096, 1605)
article-body: (প্রথম পৃষ্ঠার পর) দীর্ঘায়ু হওয়ার রহস্য জানতে চাইলে তিনি বলেন, নিয়মিত খাদ্যাভ্যাস ও পরিশ্রমই তার সুস্থতার মূল কারণ। তিনি এখনো প্রতিদিন সকালে হাঁটেন। (868, 926, 1094, 984)
row-number: ১৫ (887, 2019, 912, 2110)
article-body: (প্রথম পৃষ্ঠার পর) বৃদ্ধির হার অর্জিত হয়েছে বলে জানিয়েছে পরিসংখ্যান ব্যুরো। চলতি অর্থবছরে মাথাপিছু আয় ১ হাজার ৭৫২ ডলারে দাঁড়িয়েছে, যা গত অর্থবছরে ছিল ১ হাজার ৬১০ ডলার। জিডিপি প্রবৃদ্ধির হার ৭ দশমিক ৬৫ শতাংশ। (629, 373, 856, 446)
headline: সেবা প্রাপ্তিতে ঢাকাবাসীর (84, 1264, 328, 1293)
row-number: ০৭ (887, 1812, 912, 1829)
news-photo (1108, 179, 1549, 484)
kicker: ২১ আগস্ট গ্রেনেড হামলা মামলা (901, 179, 1061, 193)
row-number: ১১ (887, 1903, 912, 1932)
ad-online: অনলাইনে ভর্তির জন্য (1392, 1259, 1492, 1271)
table-row (887, 2138, 1534, 2167)
row-label: দরপত্রের নাম (912, 1654, 1096, 1783)
table-row (887, 1604, 1534, 1621)
article-body: (প্রথম পৃষ্ঠার পর) বৃদ্ধির হার অর্জিত হয়েছে বলে জানিয়েছে পরিসংখ্যান ব্যুরো। চলতি অর্থবছরে মাথাপিছু আয় ১ হাজার ৭৫২ ডলারে দাঁড়িয়েছে, যা গত অর্থবছরে ছিল ১ হাজার ৬১০ ডলার। জিডিপি প্রবৃদ্ধির হার ৭ দশমিক ৬৫ শতাংশ। (629, 294, 856, 367)
article-body: (প্রথম পৃষ্ঠার পর) এই প্রতিবেদন প্রকাশের পর সংশ্লিষ্ট মহলে ব্যাপক আলোচনা শুরু হয়েছে। কর্তৃপক্ষ বিষয়টি খতিয়ে দেখছে বলে জানিয়েছে। (629, 1579, 856, 1622)
row-label: দরপত্র প্রকাশের তারিখ (912, 1828, 1096, 1845)
article-body: (প্রথম পৃষ্ঠার পর) ডেভেলপার সমাবেশে মোবাইল অ্যাপের মাধ্যমে সেবা গ্রহণের বিষয়ে বিস্তারিত আলোচনা হয়। বক্তারা বলেন, এখন তিন মিনিটেই নিবন্ধন সম্পন্ন করা সম্ভব। আগে যে কাজে সপ্তাহ লাগত এখন তা মুহূর্তেই হয়ে যাচ্ছে। ডিজিটাল বাংলাদেশের লক্ষ্য পূরণে এ উদ্যোগ গুরুত্বপূর্ণ ভূমিকা রাখবে। (19, 1136, 392, 1193)
article-body: (প্রথম পৃষ্ঠার পর) আগুনের তীব্রতায় মা ও ছেলের শরীরের অধিকাংশ অংশ ঝলসে যায়। ঢাকা মেডিকেল কলেজ হাসপাতালের বার্ন ইউনিটে তারা চিকিৎসাধীন রয়েছেন। চিকিৎসকরা বলেছেন তাদের অবস্থা আশঙ্কাজনক। প্রতিবেশীরা জানান, পারিবারিক কলহের জেরে এ ঘটনা ঘটেছে। পুলিশ ঘটনাস্থল পরিদর্শন করেছে এবং মামলা দায়েরের প্রস্তুতি চলছে। (19, 762, 392, 835)
column-4 (868, 179, 1094, 1280)
row-value: উন্নয়ন ও রাজস্ব খাত। (1096, 1812, 1534, 1829)
headline: ফখরুল সুস্থ (467, 573, 556, 597)
article-body: (শেষের পৃষ্ঠার পর) পাসপোর্ট করতে গিয়ে নাম ও পেশা পরিবর্তনের ক্ষেত্রে জটিলতায় পড়ছেন সেবাপ্রার্থীরা। পাসপোর্ট অধিদফতর বলছে নির্দিষ্ট কাগজপত্র জমা দিলে সংশোধন সম্ভব। (1108, 782, 1549, 810)
article-body: (প্রথম পৃষ্ঠার পর) সেবা প্রদানকারী প্রতিষ্ঠানগুলোর সমন্বয়হীনতার কারণে নগরবাসীকে নানা ভোগান্তির শিকার হতে হচ্ছে। জরিপে দেখা গেছে অধিকাংশ মানুষ সেবার মান নিয়ে অসন্তুষ্ট। বিশেষজ্ঞরা বলছেন, সেবা সহজীকরণে প্রযুক্তির ব্যবহার বাড়াতে হবে এবং জবাবদিহি নিশ্চিত করতে হবে। (19, 1430, 392, 1488)
row-label: দরপত্র দাখিলের স্থান তারিখ ও সময় (912, 1874, 1096, 1903)
table-row (887, 1874, 1534, 1903)
article-body: (তৃতীয় পৃষ্ঠার পর) কবীর চৌধুরী ডেনটিস্ট কলেজের অধ্যক্ষ জানান, অপরাধিক হস্তক্ষেপ না করে তারা যথাযথ তদন্ত শেষে প্রতিবেদন দেবেন। ইতিমধ্যে তারা কর্মকর্তাদের জিজ্ঞাসাবাদ করেছেন এবং আরও কয়েকজনকে শনাক্ত করা হয়েছে। শিক্ষার্থীরা বলেন, পরীক্ষার আগের রাতে প্রশ্ন পেয়ে যাওয়ায় মেধাবীরা বঞ্চিত হচ্ছে। (19, 343, 392, 401)
table-row (887, 1845, 1534, 1874)
photo-caption: সাবেক প্রধান বিচারপতি সৈয়দ মাহমুদ হোসেনের ৩১তম মৃত্যুবার্ষিকীতে তাঁর কবরে পুষ্পস্তবক অর্পণ করা হয় (1108, 488, 1528, 500)
column-2 (407, 179, 616, 1415)
article-body: (প্রথম পৃষ্ঠার পর) ব্রাহ্মণবাড়িয়া-৪ আসনে উপ-নির্বাচনের তফসিল ঘোষণা করেছে নির্বাচন কমিশন। মনোনয়নপত্র জমার শেষ তারিখ নির্ধারণ করা হয়েছে। কমিশন জানিয়েছে সুষ্ঠু ও নিরপেক্ষ নির্বাচন অনুষ্ঠানের সব প্রস্তুতি নেওয়া হয়েছে। (629, 1068, 856, 1140)
article-body: (প্রথম পৃষ্ঠার পর) বিভিন্ন সড়কে খোঁড়াখুঁড়ির কাজ শুরু হবে। সিটি করপোরেশন জানিয়েছে বর্ষার আগেই কাজ শেষ করার লক্ষ্য নেওয়া হয়েছে। নগরবাসীকে সাময়িক দুর্ভোগের জন্য দুঃখ প্রকাশ করা হয়েছে। (629, 1435, 856, 1493)
article-body: (প্রথম পৃষ্ঠার পর) তিনি আরও জানান, তার শারীরিক অবস্থা এখন স্থিতিশীল। বিএনপি মহাসচিব হাসপাতাল থেকে ছাড়া পেয়ে দলের নেতাকর্মীদের সঙ্গে সাক্ষাৎ করেন। চিকিৎসকরা তাকে কিছুদিন বিশ্রামে থাকার পরামর্শ দিয়েছেন। (407, 762, 616, 836)
row-value: স্বাস্থ্য ও পরিবার কল্যাণ মন্ত্রণালয়। (1096, 1588, 1534, 1605)
table-row (887, 1828, 1534, 1845)
article-body: (প্রথম পৃষ্ঠার পর) এই প্রতিবেদন প্রকাশের পর সংশ্লিষ্ট মহলে ব্যাপক আলোচনা শুরু হয়েছে। কর্তৃপক্ষ বিষয়টি খতিয়ে দেখছে বলে জানিয়েছে। (629, 1629, 856, 1672)
headline: মা-ছেলের শরীরে (125, 487, 287, 516)
headline: কীভাবে শতায়ু (927, 767, 1035, 790)
row-value: গাজীপুর। (1096, 1637, 1534, 1654)
table-row (887, 1783, 1534, 1812)
row-value: শহীদ তাজউদ্দীন আহমদ মেডিকেল কলেজ হাসপাতাল, গাজীপুর পরিচালকের কার্যালয়। (1096, 1932, 1534, 1949)
tender-office: পরিচালকের কার্যালয়, (1119, 1370, 1301, 1394)
article-body: (শেষের পৃষ্ঠার পর) এ বছর বরিশাল অঞ্চলে তরমুজের ব্যাপক ফলন হয়েছে। কৃষকরা ভালো দাম পাচ্ছেন বলে জানিয়েছেন। কৃষি সম্প্রসারণ অধিদফতর জানায় এ বছর লক্ষ্যমাত্রার চেয়ে বেশি জমিতে তরমুজ চাষ হয়েছে। (1108, 667, 1549, 710)
column-5-continued (1108, 965, 1320, 1283)
article-body: (প্রথম পৃষ্ঠার পর) এই প্রতিবেদন প্রকাশের পর সংশ্লিষ্ট মহলে ব্যাপক আলোচনা শুরু হয়েছে। কর্তৃপক্ষ বিষয়টি খতিয়ে দেখছে বলে জানিয়েছে। (629, 1876, 856, 1919)
row-number: ১৬ (887, 2109, 912, 2138)
byline: নিজস্ব প্রতিবেদক (868, 255, 938, 271)
headline: সন্দেহভাজন যুবক (442, 921, 581, 944)
row-number: ১২ (887, 1932, 912, 1949)
row-value: ডাঃ মোঃ আলী হায়দার খান, পরিচালক, শহীদ তাজউদ্দীন আহমদ মেডিকেল কলেজ হাসপাতাল, গাজীপুর। ফোন নং-০২-৪৯২৬১২১, ই-মেইল: Gazipurmch@hospi.dghs.gov.bd (1096, 2109, 1534, 2138)
ad-reference: জি-৪৭০/১৮ (১৮×৩) (886, 2284, 987, 2305)
tender-title: গণপ্রজাতন্ত্রী বাংলাদেশ সরকার (1043, 1319, 1377, 1351)
table-row (887, 1588, 1534, 1605)
date-english: ৪ এপ্রিল ২০১৮ (1443, 98, 1505, 142)
date-bangla: ২১ চৈত্র ১৪২৪ (1443, 122, 1529, 166)
headline: প্রাথমিক সমাপনী (142, 408, 270, 430)
row-label: দরপত্র আহবানকারীর নাম, পদবী ও ঠিকানা (912, 2109, 1096, 2138)
section-header (1201, 68, 1458, 140)
article-body: (প্রথম পৃষ্ঠার পর) বিভিন্ন সড়কে খোঁড়াখুঁড়ির কাজ শুরু হবে। সিটি করপোরেশন জানিয়েছে বর্ষার আগেই কাজ শেষ করার লক্ষ্য নেওয়া হয়েছে। নগরবাসীকে সাময়িক দুর্ভোগের জন্য দুঃখ প্রকাশ করা হয়েছে। (629, 1242, 856, 1300)
ad-varsity: ভার্সিটি 'ক' (1349, 1122, 1534, 1178)
article-body: (শেষের পৃষ্ঠার পর) এ বছর বরিশাল অঞ্চলে তরমুজের ব্যাপক ফলন হয়েছে। কৃষকরা ভালো দাম পাচ্ছেন বলে জানিয়েছেন। কৃষি সম্প্রসারণ অধিদফতর জানায় এ বছর লক্ষ্যমাত্রার চেয়ে বেশি জমিতে তরমুজ চাষ হয়েছে। (1108, 618, 1549, 661)
article-body: (প্রথম পৃষ্ঠার পর) এই প্রতিবেদন প্রকাশের পর সংশ্লিষ্ট মহলে ব্যাপক আলোচনা শুরু হয়েছে। কর্তৃপক্ষ বিষয়টি খতিয়ে দেখছে বলে জানিয়েছে। (629, 1777, 856, 1820)
article-body: (প্রথম পৃষ্ঠার পর) ডেভেলপার সমাবেশে মোবাইল অ্যাপের মাধ্যমে সেবা গ্রহণের বিষয়ে বিস্তারিত আলোচনা হয়। বক্তারা বলেন, এখন তিন মিনিটেই নিবন্ধন সম্পন্ন করা সম্ভব। আগে যে কাজে সপ্তাহ লাগত এখন তা মুহূর্তেই হয়ে যাচ্ছে। ডিজিটাল বাংলাদেশের লক্ষ্য পূরণে এ উদ্যোগ গুরুত্বপূর্ণ ভূমিকা রাখবে। (19, 943, 392, 1000)
article-body: (তৃতীয় পৃষ্ঠার পর) আলোচনার জন্য জাতীয় সংসদে প্রশ্ন উত্থাপন করা হয়। প্রাথমিক শিক্ষা সমাপনী পরীক্ষায় ৩০ লাখ ৯৫ হাজার ১২৩ জন পরীক্ষার্থী অংশ নেবে। এর মধ্যে ছাত্র ১৪ লাখ এবং ছাত্রী ১৬ লাখের বেশি। (19, 438, 392, 481)
article-body: কক্সবাজারের মানবতাবিরোধী অপরাধের মামলায় মহেশখালীর সালামত খানসহ ১৬ জনের বিচার শুরু হয়েছে। আন্তর্জাতিক অপরাধ ট্রাইব্যুনাল অভিযোগ গঠন করে এ আদেশ দেন। (868, 639, 1094, 696)
headline: অর্থ লেনদেনের খবর (663, 1499, 822, 1522)
ad-phone: ✆ ০৯৬৬৬৭৭৫৫৬৬ (1353, 1281, 1531, 1323)
article-body: (প্রথম পৃষ্ঠার পর) ব্রাহ্মণবাড়িয়া-৪ আসনে উপ-নির্বাচনের তফসিল ঘোষণা করেছে নির্বাচন কমিশন। মনোনয়নপত্র জমার শেষ তারিখ নির্ধারণ করা হয়েছে। কমিশন জানিয়েছে সুষ্ঠু ও নিরপেক্ষ নির্বাচন অনুষ্ঠানের সব প্রস্তুতি নেওয়া হয়েছে। (629, 988, 856, 1062)
row-number: ০১ (887, 1588, 912, 1605)
tender-intro: স্বাস্থ্য অধিদপ্তর, মহাখালী, ঢাকা এর স্মারক নং- স্বাঃঅধিঃ/হাসপাতাল-১/অর্থবরাদ্দ/২০১৭-১৮ তারিখে ২০১৭-১৮ অর্থ বছরে শহীদ তাজউদ্দীন আহমদ মেডিকেল কলেজ হাসপাতাল, গাজীপুর এর জন্য অর্থ বরাদ্দ প্রদান করা হয়। The Public Procurement Act ২০০৬ ও বিধিমালা ২০০৮, আইন ও বিধিমালা ২০১৪ সংশোধিত অনুসারে প্রকৃত প্রস্তুতকারক/ স্থানীয় প্রতিনিধি/ সরবরাহকারী ও প্রস্তুতকারীর নিকট হতে সীলমোহরকৃত খামে দরপত্র আহবান করা যাইতেছে। (886, 1542, 1534, 1582)
article-body: শাহবাগের বাংলাদেশ বেতার ভবনের জমি বঙ্গবন্ধু শেখ মুজিব মেডিকেল বিশ্ববিদ্যালয়কে হস্তান্তর করা হয়েছে। গতকাল তথ্য মন্ত্রণালয়ে আনুষ্ঠানিকভাবে এ হস্তান্তর সম্পন্ন হয়। উপাচার্য জানান, এখানে আধুনিক চিকিৎসা সুবিধা সম্প্রসারণ করা হবে। (407, 261, 616, 348)
column-rule (1100, 177, 1101, 1287)
article-body: (শেষের পৃষ্ঠার পর) সন্দেহজনক চলাফেরার কারণে এক যুবককে আটক করেছে পুলিশ। জিজ্ঞাসাবাদে সে বিভিন্ন তথ্য দিয়েছে বলে জানা গেছে। তার কাছ থেকে কিছু কাগজপত্র উদ্ধার করা হয়েছে। পুলিশ বিষয়টি গুরুত্বের সঙ্গে তদন্ত করছে। (407, 1045, 616, 1133)
row-number: ০২ (887, 1604, 912, 1621)
table-row (887, 1621, 1534, 1638)
